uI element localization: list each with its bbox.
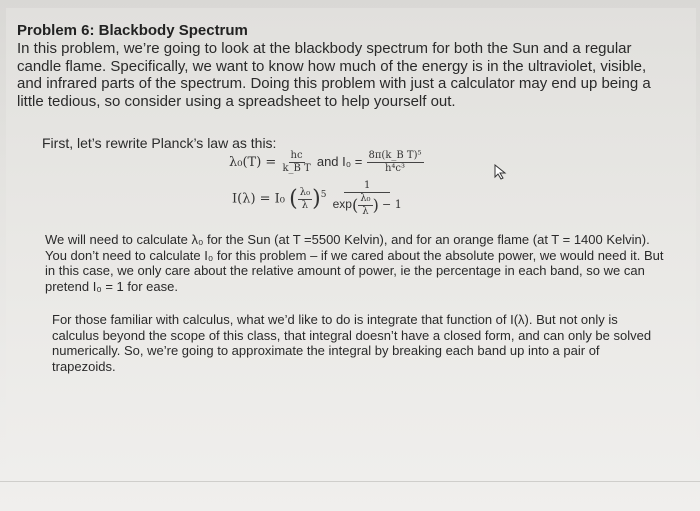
problem-title: Problem 6: Blackbody Spectrum — [17, 22, 248, 39]
and-i0-text: and I₀ = — [316, 154, 363, 169]
lambda0-numerator: hc — [290, 150, 303, 161]
exp-text: exp — [332, 197, 352, 211]
planck-lead-text: First, let’s rewrite Planck’s law as this: — [42, 135, 277, 151]
ratio-denominator: λ — [301, 199, 309, 211]
power-five: 5 — [320, 190, 327, 201]
bose-numerator: 1 — [344, 180, 390, 193]
i0-denominator: h⁴c³ — [384, 163, 406, 174]
i0-fraction — [367, 150, 424, 175]
mouse-cursor-icon — [493, 164, 507, 185]
bose-fraction — [331, 180, 404, 218]
ratio-numerator: λ₀ — [299, 186, 311, 198]
calculus-paragraph: For those familiar with calculus, what we’d like to do is integrate that function of I(λ). But not only is calculus beyond the scope of this class, that integral doesn’t have a closed form, and can only be solved numerically. So, we’re going to approximate the integral by breaking each band up into a pair of trapezoids. — [52, 312, 652, 374]
page-divider — [0, 481, 700, 482]
lambda0-fraction — [280, 150, 312, 175]
equation-i-lambda: I(λ) = I₀ ( $\frac{\text{λ₀}}{\lambda}$ )$^5$ 1 exp( $\frac{\text{λ₀}}{\lambda}$ ) − 1 — [232, 180, 402, 217]
equation-lambda0-i0 — [229, 150, 424, 175]
calculation-paragraph: We will need to calculate λ₀ for the Sun (at T =5500 Kelvin), and for an orange flame (at T = 1400 Kelvin). You don’t need to calculate I₀ for this problem – if we cared about the absolute power, we would need it. But in this case, we only care about the relative amount of power, ie the percentage in each band, so we can pretend I₀ = 1 for ease. — [45, 232, 664, 294]
exp-numerator: λ₀ — [360, 193, 371, 204]
i0-numerator: 8π(k_B T)⁵ — [368, 150, 422, 161]
i-lambda-lhs: I(λ) = I₀ — [232, 191, 286, 207]
intro-paragraph: In this problem, we’re going to look at the blackbody spectrum for both the Sun and a regular candle flame. Specifically, we want to know how much of the energy is in the ultraviolet, visible, and infrared parts of the spectrum. Doing this problem with just a calculator may end up being a little tedious, so consider using a spreadsheet to help yourself out. — [17, 40, 651, 110]
exp-denominator: λ — [362, 206, 369, 217]
lambda0-denominator: k_B T — [282, 163, 311, 174]
minus-one: − 1 — [382, 198, 402, 211]
exp-fraction — [358, 193, 372, 218]
bose-denominator: exp( $\frac{\text{λ₀}}{\lambda}$ ) − 1 — [332, 193, 402, 217]
lambda-ratio-fraction — [298, 187, 312, 212]
lambda0-lhs: λ₀(T) = — [229, 155, 277, 170]
